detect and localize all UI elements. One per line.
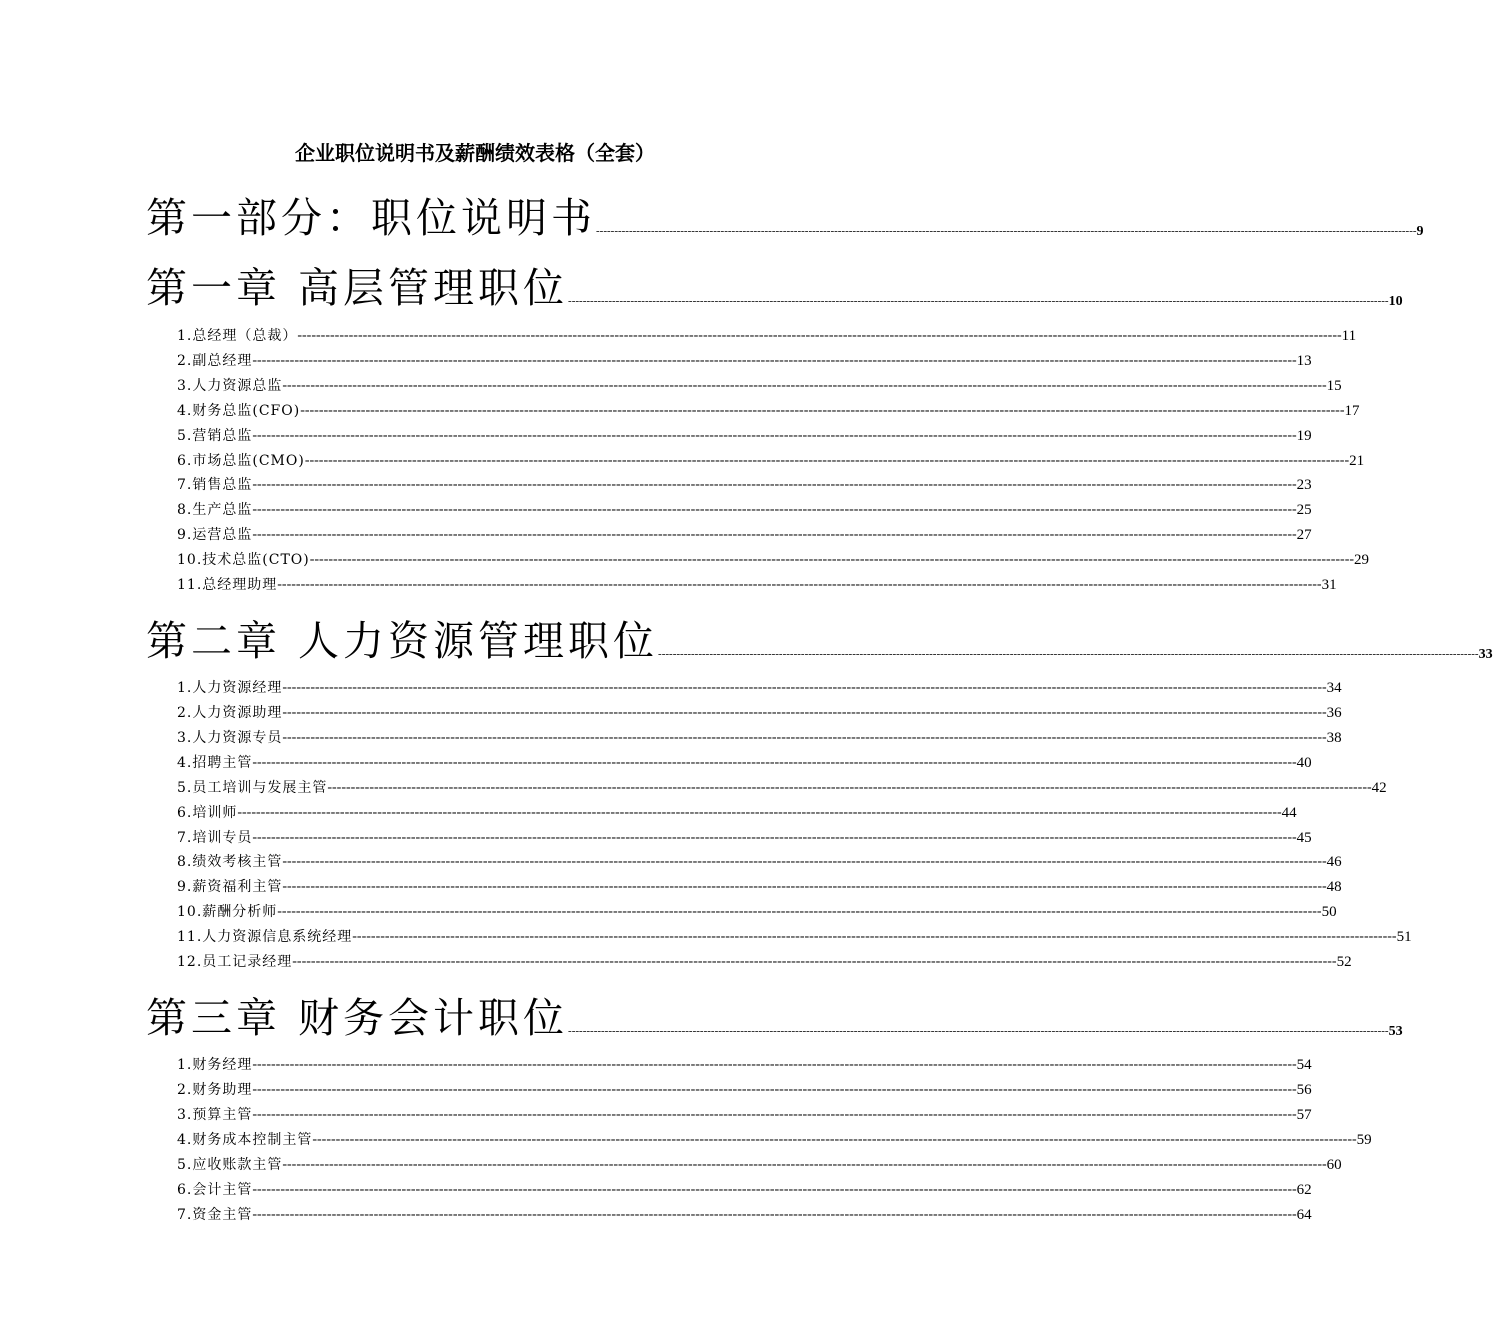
toc-entry[interactable] — [177, 702, 1342, 724]
toc-leader: -------------------------------------------------------------------------------------------------------------------------------------------------------------------------------------------------------------------------------- — [282, 854, 1327, 869]
toc-entry[interactable] — [177, 375, 1342, 397]
toc-leader: -------------------------------------------------------------------------------------------------------------------------------------------------------------------------------------------------------------------------------- — [282, 879, 1327, 894]
toc-entry[interactable] — [177, 1154, 1342, 1176]
toc-leader: -------------------------------------------------------------------------------------------------------------------------------------------------------------------------------------------------------------------------------- — [352, 929, 1397, 944]
toc-chapter-2-page: 33 — [1478, 647, 1493, 662]
toc-entry[interactable] — [177, 350, 1312, 372]
toc-entry-page: 27 — [1296, 527, 1312, 543]
toc-entry[interactable] — [177, 325, 1357, 347]
toc-entry-label: 12.员工记录经理 — [177, 954, 293, 970]
toc-chapter-3-page: 53 — [1388, 1024, 1403, 1039]
toc-entry[interactable] — [177, 425, 1312, 447]
toc-entry[interactable] — [177, 752, 1312, 774]
toc-entry-page: 56 — [1296, 1082, 1312, 1098]
toc-leader: -------------------------------------------------------------------------------------------------------------------------------------------------------------------------------------------------------------------------------- — [568, 1025, 1389, 1037]
toc-entry-page: 13 — [1296, 353, 1312, 369]
toc-entry[interactable] — [177, 1179, 1312, 1201]
toc-entry-page: 50 — [1321, 904, 1337, 920]
toc-entry[interactable] — [177, 827, 1312, 849]
toc-entry[interactable] — [177, 499, 1312, 521]
toc-leader: -------------------------------------------------------------------------------------------------------------------------------------------------------------------------------------------------------------------------------- — [596, 225, 1417, 237]
toc-entry[interactable] — [177, 926, 1412, 948]
toc-leader: -------------------------------------------------------------------------------------------------------------------------------------------------------------------------------------------------------------------------------- — [252, 830, 1297, 845]
toc-entry[interactable] — [177, 400, 1360, 422]
toc-entry-page: 48 — [1326, 879, 1342, 895]
toc-leader: -------------------------------------------------------------------------------------------------------------------------------------------------------------------------------------------------------------------------------- — [252, 477, 1297, 492]
toc-leader: -------------------------------------------------------------------------------------------------------------------------------------------------------------------------------------------------------------------------------- — [252, 1107, 1297, 1122]
toc-entry[interactable] — [177, 901, 1337, 923]
toc-entry[interactable] — [177, 876, 1342, 898]
toc-entry[interactable] — [177, 474, 1312, 496]
toc-entry-label: 3.人力资源专员 — [177, 730, 283, 746]
toc-entry-page: 44 — [1281, 805, 1297, 821]
toc-entry[interactable] — [177, 951, 1352, 973]
toc-entry-page: 21 — [1349, 453, 1365, 469]
toc-leader: -------------------------------------------------------------------------------------------------------------------------------------------------------------------------------------------------------------------------------- — [237, 805, 1282, 820]
toc-part-1-page: 9 — [1416, 224, 1424, 239]
toc-chapter-1[interactable] — [146, 261, 1403, 315]
toc-entry-label: 4.招聘主管 — [177, 755, 253, 771]
toc-entry[interactable] — [177, 574, 1337, 596]
toc-leader: -------------------------------------------------------------------------------------------------------------------------------------------------------------------------------------------------------------------------------- — [300, 403, 1345, 418]
toc-entry-page: 59 — [1356, 1132, 1372, 1148]
toc-entry[interactable] — [177, 851, 1342, 873]
toc-part-1[interactable] — [146, 191, 1424, 245]
toc-entry-page: 40 — [1296, 755, 1312, 771]
toc-leader: -------------------------------------------------------------------------------------------------------------------------------------------------------------------------------------------------------------------------------- — [292, 954, 1337, 969]
toc-entry-label: 10.技术总监(CTO) — [177, 552, 310, 568]
toc-entry-page: 19 — [1296, 428, 1312, 444]
toc-entry-page: 46 — [1326, 854, 1342, 870]
toc-entry-label: 9.运营总监 — [177, 527, 253, 543]
toc-leader: -------------------------------------------------------------------------------------------------------------------------------------------------------------------------------------------------------------------------------- — [282, 705, 1327, 720]
toc-part-1-label: 第一部分：职位说明书 — [146, 194, 596, 242]
toc-entry-page: 54 — [1296, 1057, 1312, 1073]
toc-entry-label: 3.预算主管 — [177, 1107, 253, 1123]
toc-entry-label: 10.薪酬分析师 — [177, 904, 278, 920]
toc-leader: -------------------------------------------------------------------------------------------------------------------------------------------------------------------------------------------------------------------------------- — [252, 1057, 1297, 1072]
toc-leader: -------------------------------------------------------------------------------------------------------------------------------------------------------------------------------------------------------------------------------- — [252, 755, 1297, 770]
toc-chapter-2[interactable] — [146, 614, 1493, 668]
toc-entry-label: 1.总经理（总裁） — [177, 328, 298, 344]
toc-entry-page: 34 — [1326, 680, 1342, 696]
toc-leader: -------------------------------------------------------------------------------------------------------------------------------------------------------------------------------------------------------------------------------- — [252, 1182, 1297, 1197]
toc-leader: -------------------------------------------------------------------------------------------------------------------------------------------------------------------------------------------------------------------------------- — [252, 353, 1297, 368]
toc-entry-page: 29 — [1354, 552, 1370, 568]
toc-leader: -------------------------------------------------------------------------------------------------------------------------------------------------------------------------------------------------------------------------------- — [282, 1157, 1327, 1172]
toc-leader: -------------------------------------------------------------------------------------------------------------------------------------------------------------------------------------------------------------------------------- — [327, 780, 1372, 795]
toc-entry[interactable] — [177, 1104, 1312, 1126]
toc-entry-label: 7.资金主管 — [177, 1207, 253, 1223]
toc-entry-label: 7.销售总监 — [177, 477, 253, 493]
toc-entry-label: 9.薪资福利主管 — [177, 879, 283, 895]
toc-entry-page: 52 — [1336, 954, 1352, 970]
toc-leader: -------------------------------------------------------------------------------------------------------------------------------------------------------------------------------------------------------------------------------- — [252, 502, 1297, 517]
toc-entry-label: 3.人力资源总监 — [177, 378, 283, 394]
toc-leader: -------------------------------------------------------------------------------------------------------------------------------------------------------------------------------------------------------------------------------- — [252, 1207, 1297, 1222]
toc-entry-label: 4.财务总监(CFO) — [177, 403, 301, 419]
toc-leader: -------------------------------------------------------------------------------------------------------------------------------------------------------------------------------------------------------------------------------- — [312, 1132, 1357, 1147]
toc-chapter-3-label: 第三章 财务会计职位 — [146, 994, 569, 1042]
toc-entry-label: 5.营销总监 — [177, 428, 253, 444]
toc-entry-page: 45 — [1296, 830, 1312, 846]
toc-entry[interactable] — [177, 777, 1387, 799]
toc-entry[interactable] — [177, 1079, 1312, 1101]
toc-chapter-1-page: 10 — [1388, 294, 1403, 309]
toc-entry-page: 36 — [1326, 705, 1342, 721]
toc-entry-page: 23 — [1296, 477, 1312, 493]
toc-entry-label: 6.会计主管 — [177, 1182, 253, 1198]
toc-entry-label: 2.人力资源助理 — [177, 705, 283, 721]
toc-entry[interactable] — [177, 802, 1297, 824]
toc-entry-page: 31 — [1321, 577, 1337, 593]
toc-leader: -------------------------------------------------------------------------------------------------------------------------------------------------------------------------------------------------------------------------------- — [282, 378, 1327, 393]
toc-leader: -------------------------------------------------------------------------------------------------------------------------------------------------------------------------------------------------------------------------------- — [282, 680, 1327, 695]
toc-entry-label: 8.绩效考核主管 — [177, 854, 283, 870]
toc-leader: -------------------------------------------------------------------------------------------------------------------------------------------------------------------------------------------------------------------------------- — [658, 648, 1479, 660]
toc-entry-page: 60 — [1326, 1157, 1342, 1173]
toc-entry-label: 2.副总经理 — [177, 353, 253, 369]
document-title: 企业职位说明书及薪酬绩效表格（全套） — [295, 141, 655, 165]
toc-entry[interactable] — [177, 450, 1365, 472]
toc-entry[interactable] — [177, 677, 1342, 699]
toc-leader: -------------------------------------------------------------------------------------------------------------------------------------------------------------------------------------------------------------------------------- — [277, 904, 1322, 919]
toc-entry-page: 38 — [1326, 730, 1342, 746]
toc-entry-page: 11 — [1341, 328, 1357, 344]
toc-entry-label: 1.财务经理 — [177, 1057, 253, 1073]
toc-entry-label: 11.人力资源信息系统经理 — [177, 929, 353, 945]
toc-entry-page: 64 — [1296, 1207, 1312, 1223]
toc-entry-label: 2.财务助理 — [177, 1082, 253, 1098]
toc-entry[interactable] — [177, 727, 1342, 749]
toc-entry-page: 17 — [1344, 403, 1360, 419]
toc-entry-label: 1.人力资源经理 — [177, 680, 283, 696]
toc-entry-page: 51 — [1396, 929, 1412, 945]
toc-entry-label: 7.培训专员 — [177, 830, 253, 846]
toc-entry[interactable] — [177, 524, 1312, 546]
toc-entry[interactable] — [177, 1129, 1372, 1151]
toc-leader: -------------------------------------------------------------------------------------------------------------------------------------------------------------------------------------------------------------------------------- — [304, 453, 1350, 468]
toc-entry-label: 5.应收账款主管 — [177, 1157, 283, 1173]
toc-leader: -------------------------------------------------------------------------------------------------------------------------------------------------------------------------------------------------------------------------------- — [252, 527, 1297, 542]
toc-entry-page: 15 — [1326, 378, 1342, 394]
toc-entry-page: 25 — [1296, 502, 1312, 518]
toc-entry-page: 57 — [1296, 1107, 1312, 1123]
toc-entry[interactable] — [177, 549, 1370, 571]
toc-leader: -------------------------------------------------------------------------------------------------------------------------------------------------------------------------------------------------------------------------------- — [568, 295, 1389, 307]
toc-entry-label: 5.员工培训与发展主管 — [177, 780, 328, 796]
toc-leader: -------------------------------------------------------------------------------------------------------------------------------------------------------------------------------------------------------------------------------- — [252, 428, 1297, 443]
toc-entry-label: 11.总经理助理 — [177, 577, 278, 593]
toc-entry-label: 6.培训师 — [177, 805, 238, 821]
toc-leader: -------------------------------------------------------------------------------------------------------------------------------------------------------------------------------------------------------------------------------- — [277, 577, 1322, 592]
toc-entry[interactable] — [177, 1054, 1312, 1076]
toc-chapter-2-label: 第二章 人力资源管理职位 — [146, 617, 659, 665]
toc-chapter-3[interactable] — [146, 991, 1403, 1045]
toc-entry-page: 42 — [1371, 780, 1387, 796]
toc-entry-page: 62 — [1296, 1182, 1312, 1198]
toc-entry[interactable] — [177, 1204, 1312, 1226]
toc-leader: -------------------------------------------------------------------------------------------------------------------------------------------------------------------------------------------------------------------------------- — [282, 730, 1327, 745]
toc-entry-label: 4.财务成本控制主管 — [177, 1132, 313, 1148]
toc-leader: -------------------------------------------------------------------------------------------------------------------------------------------------------------------------------------------------------------------------------- — [252, 1082, 1297, 1097]
toc-chapter-1-label: 第一章 高层管理职位 — [146, 264, 569, 312]
toc-leader: -------------------------------------------------------------------------------------------------------------------------------------------------------------------------------------------------------------------------------- — [309, 552, 1355, 567]
toc-entry-label: 8.生产总监 — [177, 502, 253, 518]
toc-entry-label: 6.市场总监(CMO) — [177, 453, 305, 469]
toc-leader: -------------------------------------------------------------------------------------------------------------------------------------------------------------------------------------------------------------------------------- — [297, 328, 1342, 343]
